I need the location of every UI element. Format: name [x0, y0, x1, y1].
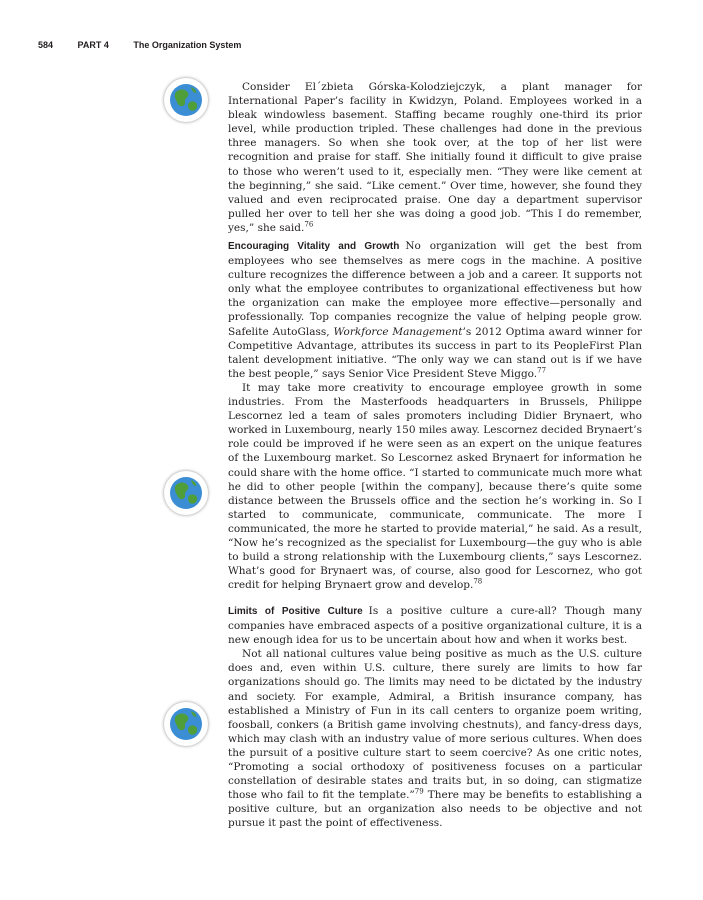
limits-section: [228, 604, 642, 831]
endnote-ref: 77: [537, 366, 547, 375]
running-header: [38, 40, 658, 50]
globe-icon: [164, 702, 208, 746]
vitality-paragraph-1: Encouraging Vitality and Growth No organization will get the best from employees who see themselves as mere cogs in the machine. A positive culture recognizes the difference between a job and a career. It supports not only what the employee contributes to organizational effectiveness but how the organization can make the employee more effective—personally and professionally. Top companies recognize the value of helping people grow. Safelite AutoGlass, Workforce Management’s 2012 Optima award winner for Competitive Advantage, attributes its success in part to its PeopleFirst Plan talent development initiative. “The only way we can stand out is if we have the best people,” says Senior Vice President Steve Miggo.$^{77}$: [228, 240, 642, 380]
section-heading: Encouraging Vitality and Growth: [228, 241, 400, 252]
endnote-ref: 76: [304, 220, 314, 229]
endnote-ref: 79: [414, 787, 424, 796]
endnote-ref: 78: [473, 577, 483, 586]
vitality-paragraph-2: It may take more creativity to encourage employee growth in some industries. From the Masterfoods headquarters in Brussels, Philippe Lescornez led a team of sales promoters including Didier Brynaert, who worked in Luxembourg, nearly 150 miles away. Lescornez decided Brynaert’s role could be improved if he were seen as an expert on the unique features of the Luxembourg market. So Lescornez asked Brynaert for information he could share with the home office. “I started to communicate much more what he did to other people [within the company], because there’s quite some distance between the Brussels office and the section he’s working in. So I started to communicate, communicate, communicate. The more I communicated, the more he started to provide material,” he said. As a result, “Now he’s recognized as the specialist for Luxembourg—the guy who is able to build a strong relationship with the Luxembourg clients,” says Lescornez. What’s good for Brynaert was, of course, also good for Lescornez, who got credit for helping Brynaert grow and develop.$^{78}$: [228, 381, 642, 592]
section-heading: Limits of Positive Culture: [228, 606, 363, 617]
page-number: 584: [38, 40, 54, 50]
limits-paragraph-2: Not all national cultures value being positive as much as the U.S. culture does and, even within U.S. culture, there surely are limits to how far organizations should go. The limits may need to be dictated by the industry and society. For example, Admiral, a British insurance company, has established a Ministry of Fun in its call centers to organize poem writing, foosball, conkers (a British game involving chestnuts), and fancy-dress days, which may clash with an industry value of more serious cultures. When does the pursuit of a positive culture start to seem coercive? As one critic notes, “Promoting a social orthodoxy of positiveness focuses on a particular constellation of desirable states and traits but, in so doing, can stigmatize those who fail to fit the template.”$^{79}$ There may be benefits to establishing a positive culture, but an organization also needs to be objective and not pursue it past the point of effectiveness.: [228, 648, 642, 830]
vitality-section: [228, 239, 642, 592]
intro-section: [228, 80, 642, 235]
part-label: PART 4: [77, 40, 109, 50]
globe-icon: [164, 471, 208, 515]
limits-paragraph-1: Limits of Positive Culture Is a positive culture a cure-all? Though many companies have embraced aspects of a positive organizational culture, it is a new enough idea for us to be uncertain about how and when it works best.: [228, 605, 642, 647]
publication-title: Workforce Management: [333, 325, 463, 338]
part-title: The Organization System: [133, 40, 242, 50]
intro-paragraph: Consider El´zbieta Górska-Kolodziejczyk, a plant manager for International Paper’s facility in Kwidzyn, Poland. Employees worked in a bleak windowless basement. Staffing became roughly one-third its prior level, while production tripled. These challenges had done in the previous three managers. So when she took over, at the top of her list were recognition and praise for staff. She initially found it difficult to give praise to those who weren’t used to it, especially men. “They were like cement at the beginning,” she said. “Like cement.” Over time, however, she found they valued and even reciprocated praise. One day a department supervisor pulled her over to tell her she was doing a good job. “This I do remember, yes,” she said.$^{76}$: [228, 81, 642, 234]
globe-icon: [164, 78, 208, 122]
